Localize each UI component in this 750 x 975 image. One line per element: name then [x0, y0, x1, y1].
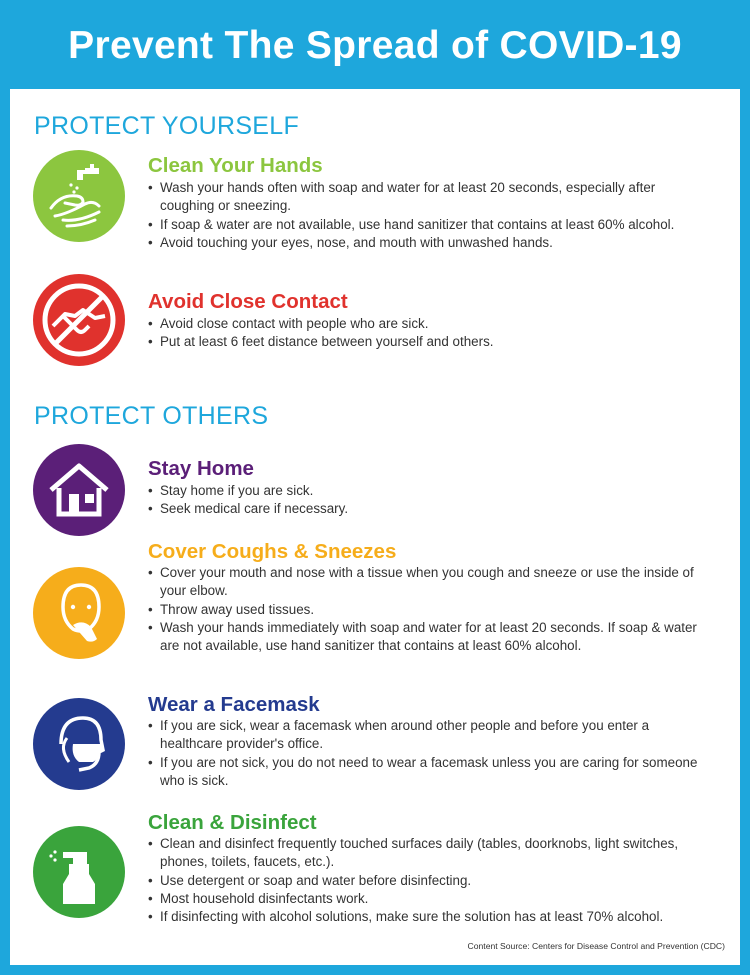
cough-icon	[33, 567, 125, 659]
house-icon	[33, 444, 125, 536]
list-item: • Wash your hands immediately with soap and water for at least 20 seconds. If soap & water are not available, use hand sanitizer that contains at least 60% alcohol.	[148, 619, 713, 656]
content-source: Content Source: Centers for Disease Control and Prevention (CDC)	[467, 941, 725, 951]
heading-clean-disinfect: Clean & Disinfect	[148, 811, 317, 834]
section-title-protect-yourself: PROTECT YOURSELF	[34, 112, 300, 140]
list-item: • Use detergent or soap and water before disinfecting.	[148, 872, 718, 890]
list-item: • If soap & water are not available, use hand sanitizer that contains at least 60% alcohol.	[148, 216, 713, 234]
no-handshake-icon	[33, 274, 125, 366]
facemask-icon	[33, 698, 125, 790]
list-item: • Avoid close contact with people who are sick.	[148, 315, 713, 333]
list-item: • Throw away used tissues.	[148, 601, 713, 619]
spray-bottle-icon	[33, 826, 125, 918]
heading-avoid-close-contact: Avoid Close Contact	[148, 290, 348, 313]
hand-washing-icon	[33, 150, 125, 242]
list-item: • Cover your mouth and nose with a tissue when you cough and sneeze or use the inside of your elbow.	[148, 564, 713, 601]
list-item: • Most household disinfectants work.	[148, 890, 718, 908]
heading-stay-home: Stay Home	[148, 457, 254, 480]
list-avoid-close-contact	[148, 315, 713, 352]
heading-clean-your-hands: Clean Your Hands	[148, 154, 323, 177]
list-cover-coughs-sneezes	[148, 564, 713, 655]
list-item: • If you are sick, wear a facemask when around other people and before you enter a healthcare provider's office.	[148, 717, 713, 754]
list-item: • Avoid touching your eyes, nose, and mouth with unwashed hands.	[148, 234, 713, 252]
list-clean-your-hands	[148, 179, 713, 252]
list-item: • If you are not sick, you do not need to wear a facemask unless you are caring for someone who is sick.	[148, 754, 713, 791]
section-title-protect-others: PROTECT OTHERS	[34, 402, 269, 430]
heading-cover-coughs-sneezes: Cover Coughs & Sneezes	[148, 540, 397, 563]
list-clean-disinfect	[148, 835, 718, 926]
list-item: • Wash your hands often with soap and water for at least 20 seconds, especially after coughing or sneezing.	[148, 179, 713, 216]
list-item: • Seek medical care if necessary.	[148, 500, 713, 518]
list-stay-home	[148, 482, 713, 519]
list-item: • If disinfecting with alcohol solutions, make sure the solution has at least 70% alcohol.	[148, 908, 718, 926]
list-item: • Stay home if you are sick.	[148, 482, 713, 500]
heading-wear-a-facemask: Wear a Facemask	[148, 693, 320, 716]
page-title: Prevent The Spread of COVID-19	[68, 24, 682, 67]
list-item: • Clean and disinfect frequently touched surfaces daily (tables, doorknobs, light switches, phones, toilets, faucets, etc.).	[148, 835, 718, 872]
list-wear-a-facemask	[148, 717, 713, 790]
list-item: • Put at least 6 feet distance between yourself and others.	[148, 333, 713, 351]
